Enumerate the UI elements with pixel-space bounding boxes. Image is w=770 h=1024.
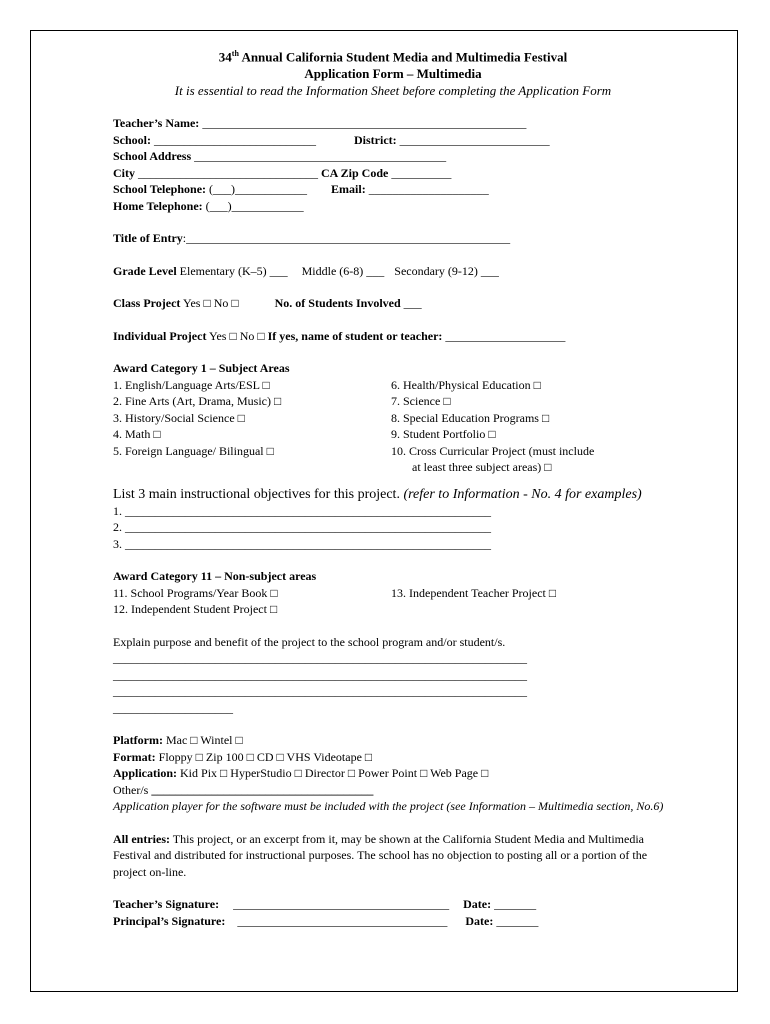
list-item-continuation[interactable]: at least three subject areas) □: [412, 460, 552, 475]
platform-row: Platform: Mac □ Wintel □: [113, 733, 243, 748]
city-zip-row: City ______________________________ CA Zip Code __________: [113, 165, 452, 180]
purpose-line[interactable]: _____________________________________________________________________: [113, 651, 527, 666]
district-field[interactable]: _________________________: [399, 132, 550, 147]
phone-email-row: School Telephone: (___)____________ Email: ____________________: [113, 182, 489, 197]
purpose-line[interactable]: _____________________________________________________________________: [113, 684, 527, 699]
platform-checkboxes[interactable]: Mac □ Wintel □: [165, 733, 243, 748]
home-phone-field[interactable]: Home Telephone: (___)____________: [113, 198, 304, 213]
purpose-line[interactable]: ____________________: [113, 700, 233, 715]
purpose-label: Explain purpose and benefit of the project to the school program and/or student/s.: [113, 634, 506, 649]
school-address-field[interactable]: School Address __________________________________________: [113, 149, 447, 164]
list-item[interactable]: 7. Science □: [391, 394, 451, 409]
list-item[interactable]: 13. Independent Teacher Project □: [391, 585, 557, 600]
form-content: [113, 45, 673, 929]
list-item[interactable]: 2. Fine Arts (Art, Drama, Music) □: [113, 394, 282, 409]
grade-level-row: Grade Level Elementary (K–5) ___ Middle (6-8) ___ Secondary (9-12) ___: [113, 263, 499, 278]
grade-elementary[interactable]: Elementary (K–5) ___: [179, 263, 288, 278]
list-item[interactable]: 9. Student Portfolio □: [391, 427, 496, 442]
other-application-field[interactable]: Other/s _____________________________________: [113, 782, 374, 797]
grade-secondary[interactable]: Secondary (9-12) ___: [394, 263, 499, 278]
player-note: Application player for the software must be included with the project (see Information – Multimedia section, No.6): [113, 799, 664, 814]
list-item[interactable]: 3. History/Social Science □: [113, 410, 245, 425]
objective-line[interactable]: 1. _____________________________________________________________: [113, 503, 491, 518]
consent-statement: All entries: This project, or an excerpt from it, may be shown at the California Student Media and Multimedia Festival and distributed for instructional purposes. The school has no objection to posting all or a portion of the project on-line.: [113, 831, 648, 879]
class-project-checkboxes[interactable]: Yes □ No □: [183, 296, 239, 311]
instruction-note: It is essential to read the Information Sheet before completing the Application Form: [174, 83, 612, 99]
application-row: Application: Kid Pix □ HyperStudio □ Director □ Power Point □ Web Page □: [113, 766, 489, 781]
award-category-1-heading: Award Category 1 – Subject Areas: [113, 361, 290, 376]
list-item[interactable]: 5. Foreign Language/ Bilingual □: [113, 443, 274, 458]
objective-line[interactable]: 2. _____________________________________________________________: [113, 520, 491, 535]
grade-middle[interactable]: Middle (6-8) ___: [301, 263, 385, 278]
objectives-instruction: List 3 main instructional objectives for this project. (refer to Information - No. 4 for examples): [113, 486, 642, 502]
school-phone-field[interactable]: (___)____________: [209, 182, 308, 197]
list-item[interactable]: 4. Math □: [113, 427, 161, 442]
form-name: Application Form – Multimedia: [304, 66, 482, 82]
teacher-signature-field[interactable]: ____________________________________: [233, 897, 450, 912]
format-row: Format: Floppy □ Zip 100 □ CD □ VHS Videotape □: [113, 749, 373, 764]
student-teacher-name-field[interactable]: ____________________: [445, 328, 566, 343]
principal-signature-row: Principal’s Signature: ___________________________________ Date: _______: [113, 913, 539, 928]
purpose-line[interactable]: _____________________________________________________________________: [113, 667, 527, 682]
class-project-row: Class Project Yes □ No □ No. of Students Involved ___: [113, 296, 422, 311]
principal-signature-field[interactable]: ___________________________________: [237, 913, 448, 928]
format-checkboxes[interactable]: Floppy □ Zip 100 □ CD □ VHS Videotape □: [158, 749, 373, 764]
form-title: 34th Annual California Student Media and Multimedia Festival: [218, 49, 568, 65]
school-district-row: School: ___________________________ District: _________________________: [113, 132, 550, 147]
list-item[interactable]: 10. Cross Curricular Project (must include: [391, 443, 595, 458]
award-category-11-list: [113, 585, 673, 618]
application-checkboxes[interactable]: Kid Pix □ HyperStudio □ Director □ Power Point □ Web Page □: [180, 766, 489, 781]
list-item[interactable]: 6. Health/Physical Education □: [391, 377, 541, 392]
award-category-11-heading: Award Category 11 – Non-subject areas: [113, 569, 317, 584]
award-category-1-list: [113, 377, 673, 476]
individual-project-checkboxes[interactable]: Yes □ No □: [209, 328, 265, 343]
form-page: [30, 30, 738, 992]
email-field[interactable]: ____________________: [368, 182, 489, 197]
list-item[interactable]: 12. Independent Student Project □: [113, 602, 278, 617]
objective-line[interactable]: 3. _____________________________________________________________: [113, 536, 491, 551]
title-of-entry-field[interactable]: Title of Entry:______________________________________________________: [113, 231, 511, 246]
principal-date-field[interactable]: _______: [496, 913, 539, 928]
individual-project-row: Individual Project Yes □ No □ If yes, name of student or teacher: ____________________: [113, 328, 566, 343]
students-involved-field[interactable]: ___: [403, 296, 422, 311]
list-item[interactable]: 11. School Programs/Year Book □: [113, 585, 278, 600]
teacher-date-field[interactable]: _______: [494, 897, 537, 912]
teacher-signature-row: Teacher’s Signature: ____________________________________ Date: _______: [113, 897, 537, 912]
city-field[interactable]: ______________________________: [138, 165, 318, 180]
list-item[interactable]: 1. English/Language Arts/ESL □: [113, 377, 270, 392]
teacher-name-field[interactable]: Teacher’s Name: ______________________________________________________: [113, 116, 527, 131]
zip-field[interactable]: __________: [391, 165, 452, 180]
list-item[interactable]: 8. Special Education Programs □: [391, 410, 550, 425]
school-field[interactable]: ___________________________: [154, 132, 317, 147]
title-superscript: th: [231, 49, 239, 58]
